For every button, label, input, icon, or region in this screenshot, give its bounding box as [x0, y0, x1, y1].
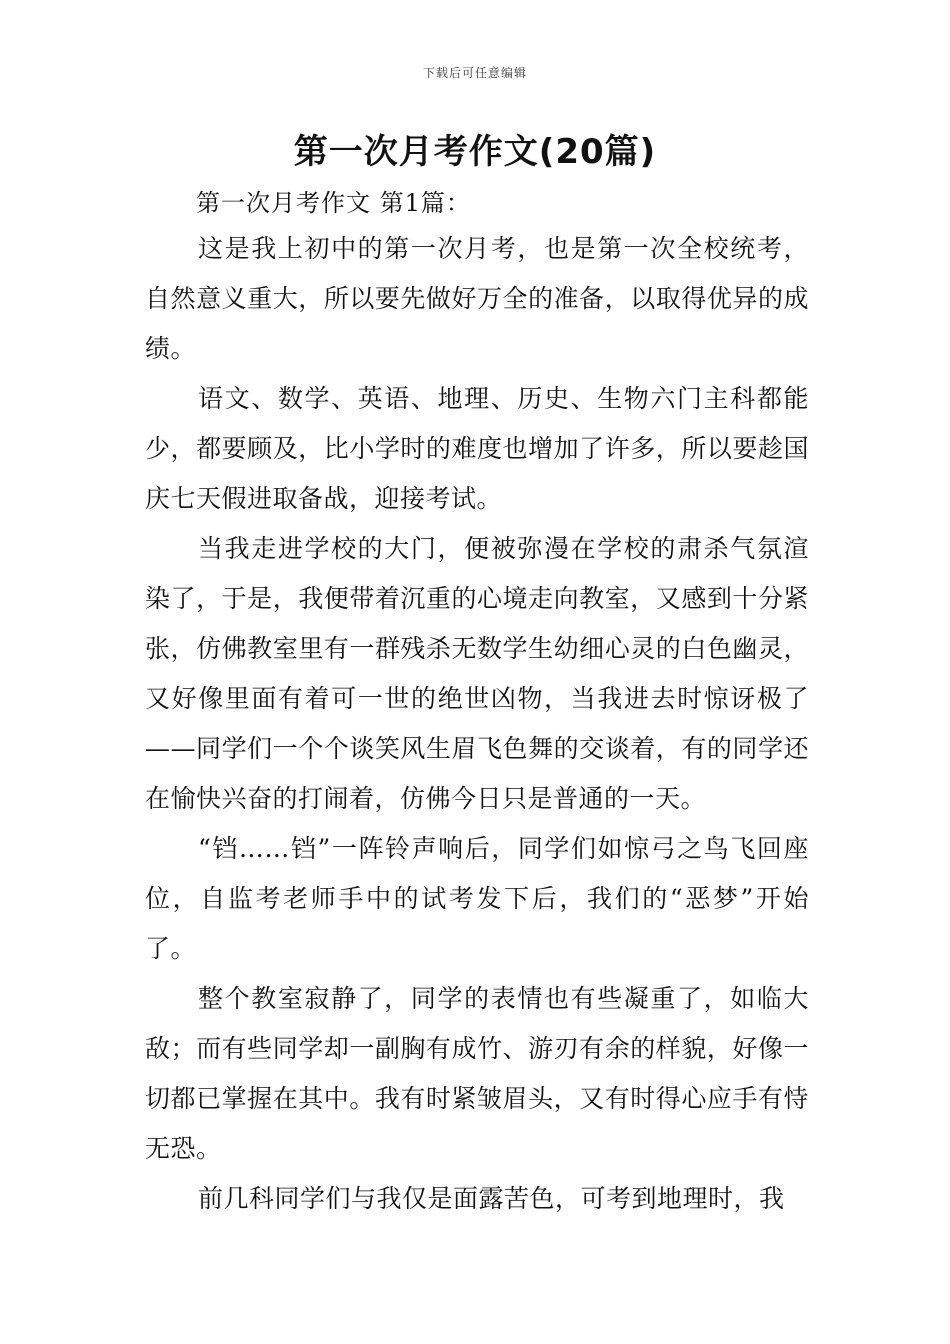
paragraph: 当我走进学校的大门，便被弥漫在学校的肃杀气氛渲染了，于是，我便带着沉重的心境走向教室，又感到十分紧张，仿佛教室里有一群残杀无数学生幼细心灵的白色幽灵，又好像里面有着可一世的绝世凶物，当我进去时惊讶极了——同学们一个个谈笑风生眉飞色舞的交谈着，有的同学还在愉快兴奋的打闹着，仿佛今日只是普通的一天。 [145, 534, 809, 813]
paragraph: “铛……铛”一阵铃声响后，同学们如惊弓之鸟飞回座位，自监考老师手中的试考发下后，我们的“恶梦”开始了。 [145, 834, 809, 963]
document-body [145, 224, 809, 1224]
paragraph: 这是我上初中的第一次月考，也是第一次全校统考，自然意义重大，所以要先做好万全的准备，以取得优异的成绩。 [145, 234, 809, 363]
paragraph: 前几科同学们与我仅是面露苦色，可考到地理时，我 [198, 1184, 785, 1213]
document-title: 第一次月考作文(20篇) [293, 132, 657, 172]
header-note: 下载后可任意编辑 [422, 66, 527, 80]
paragraph: 语文、数学、英语、地理、历史、生物六门主科都能少，都要顾及，比小学时的难度也增加了许多，所以要趁国庆七天假进取备战，迎接考试。 [145, 384, 809, 513]
section-heading: 第一次月考作文 第1篇： [196, 189, 471, 217]
paragraph: 整个教室寂静了，同学的表情也有些凝重了，如临大敌；而有些同学却一副胸有成竹、游刃有余的样貌，好像一切都已掌握在其中。我有时紧皱眉头，又有时得心应手有恃无恐。 [145, 984, 809, 1163]
